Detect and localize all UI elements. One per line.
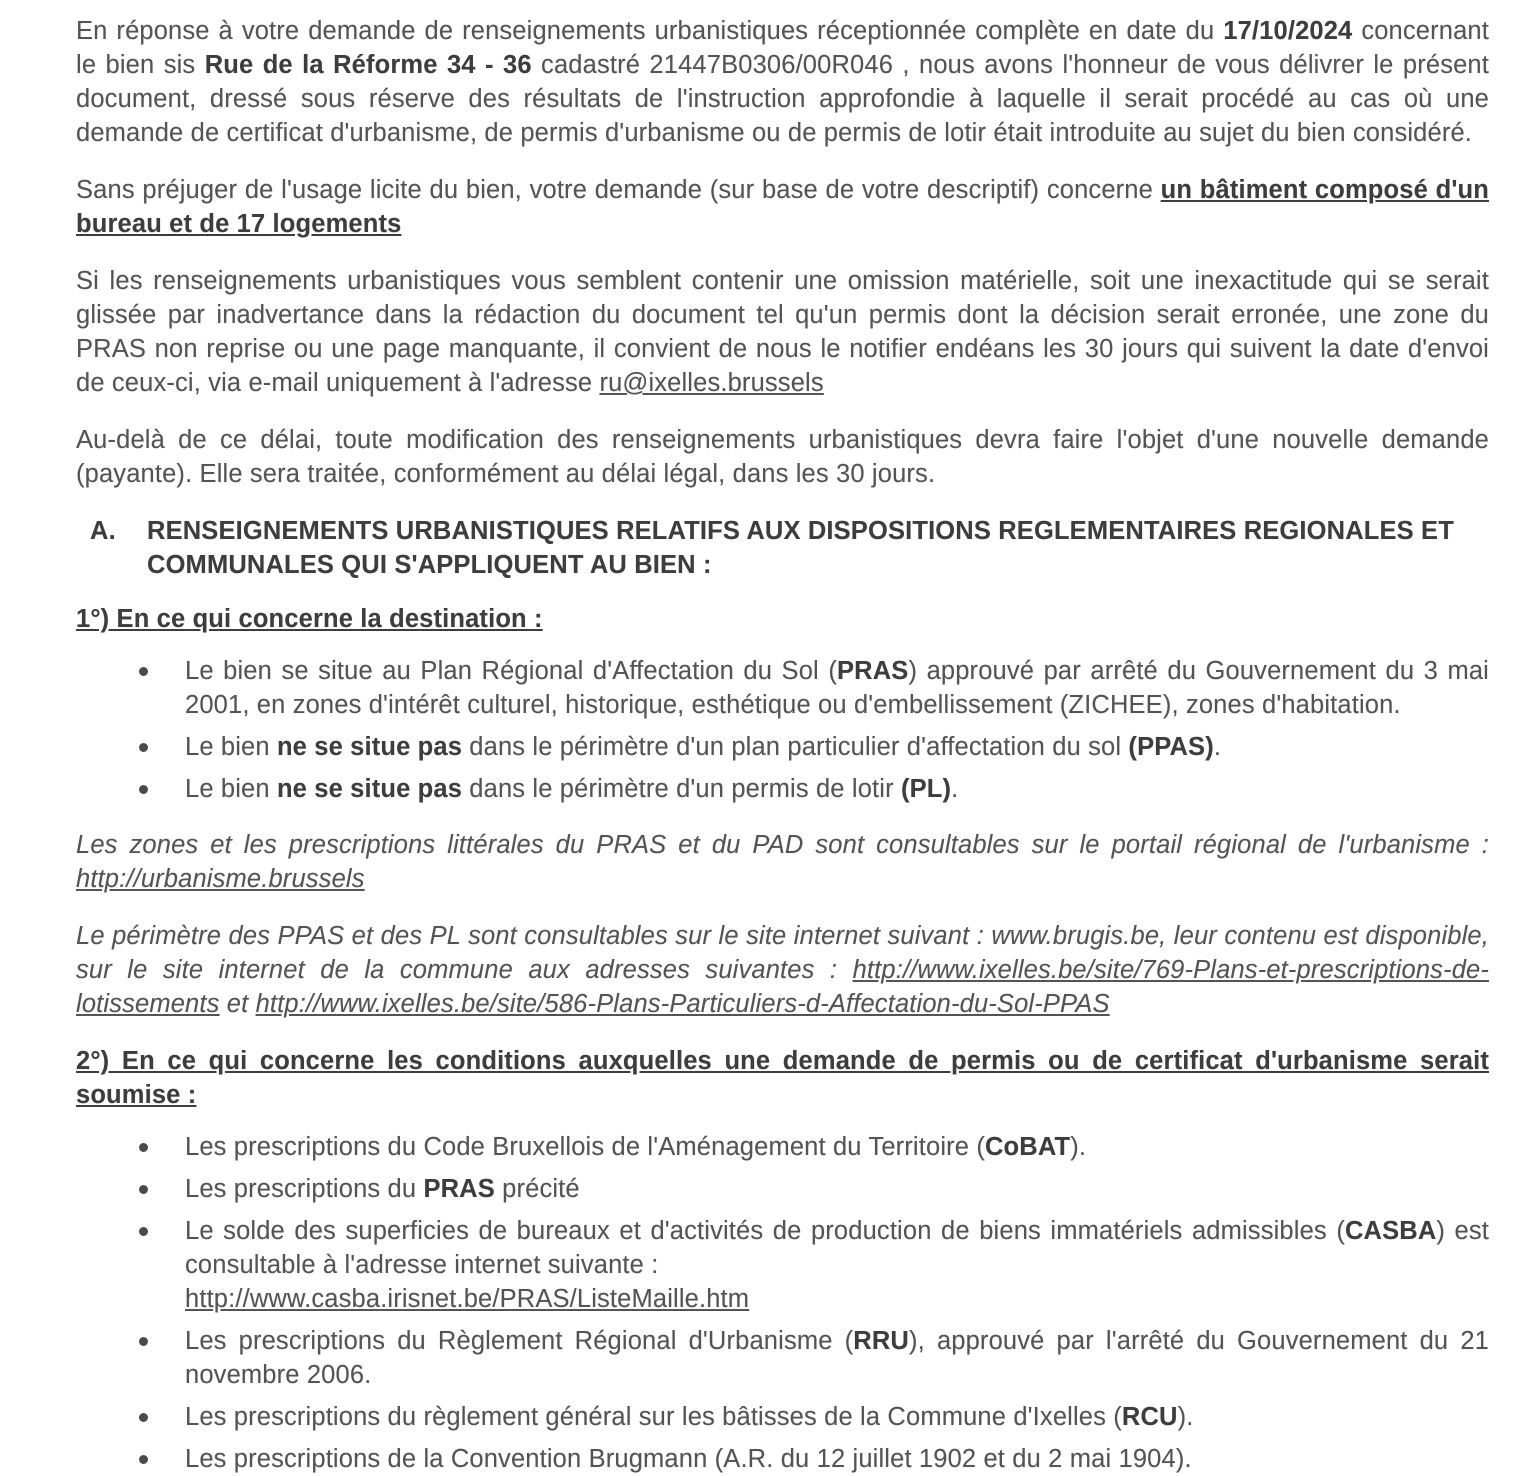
text-run: RENSEIGNEMENTS URBANISTIQUES RELATIFS AUX DISPOSITIONS REGLEMENTAIRES REGIONALES ET COMMUNALES QUI S'APPLIQUENT AU BIEN : [147, 517, 1454, 579]
text-run: PRAS [423, 1175, 495, 1203]
hyperlink[interactable]: http://www.casba.irisnet.be/PRAS/ListeMaille.htm [185, 1285, 750, 1313]
pras-pad-note [76, 828, 1489, 896]
text-run: CoBAT [984, 1133, 1071, 1161]
text-run: Les prescriptions du Règlement Régional d'Urbanisme ( [185, 1327, 854, 1355]
section-a-heading [76, 514, 1489, 582]
text-run: Rue de la Réforme 34 - 36 [204, 51, 532, 79]
subsection-1-heading [76, 602, 1489, 636]
destination-bullet-list [76, 654, 1489, 806]
text-run: Le bien [185, 775, 277, 803]
hyperlink[interactable]: http://www.ixelles.be/site/769-Plans-et-prescriptions-de-lotissements [76, 956, 1489, 1018]
text-run: Le solde des superficies de bureaux et d'activités de production de biens immatériels admissibles ( [185, 1217, 1345, 1245]
text-run: . [1213, 733, 1222, 761]
text-run: (PPAS) [1128, 733, 1214, 761]
text-run: ). [1070, 1133, 1087, 1161]
text-run: un bâtiment composé d'un bureau et de 17 logements [76, 176, 1489, 238]
text-run: Au-delà de ce délai, toute modification des renseignements urbanistiques devra faire l'objet d'une nouvelle demande (payante). Elle sera traitée, conformément au délai légal, dans les 30 jours. [76, 426, 1489, 488]
deadline-paragraph [76, 423, 1489, 491]
list-item [185, 772, 1489, 806]
list-item [185, 1324, 1489, 1392]
text-run: concernant le bien sis [76, 17, 1489, 79]
text-run: Le bien se situe au Plan Régional d'Affectation du Sol ( [185, 657, 837, 685]
text-run: (PL) [900, 775, 952, 803]
text-run: ). [1177, 1403, 1194, 1431]
hyperlink[interactable]: ru@ixelles.brussels [599, 369, 824, 397]
text-run: Les zones et les prescriptions littérales du PRAS et du PAD sont consultables sur le portail régional de l'urbanisme : [76, 831, 1489, 859]
ppas-pl-note [76, 919, 1489, 1021]
text-run: 17/10/2024 [1223, 17, 1353, 45]
text-run: ne se situe pas [276, 775, 463, 803]
text-run: et [219, 990, 256, 1018]
text-run: RRU [853, 1327, 909, 1355]
list-item [185, 1130, 1489, 1164]
text-run: PRAS [836, 657, 909, 685]
text-run: Le bien [185, 733, 277, 761]
text-run: 1°) En ce qui concerne la destination : [76, 605, 543, 633]
list-item [185, 1214, 1489, 1316]
text-run: Les prescriptions du Code Bruxellois de l'Aménagement du Territoire ( [185, 1133, 985, 1161]
text-run: ), approuvé par l'arrêté du Gouvernement du 21 novembre 2006. [185, 1327, 1489, 1389]
text-run: cadastré 21447B0306/00R046 , nous avons l'honneur de vous délivrer le présent document, dressé sous réserve des résultats de l'instruction approfondie à laquelle il serait procédé au cas où une demande de certificat d'urbanisme, de permis d'urbanisme ou de permis de lotir était introduite au sujet du bien considéré. [76, 51, 1489, 147]
text-run: RCU [1121, 1403, 1178, 1431]
section-marker: A. [90, 517, 116, 545]
text-run: . [951, 775, 959, 803]
correction-notice-paragraph [76, 264, 1489, 400]
hyperlink[interactable]: http://urbanisme.brussels [76, 865, 365, 893]
text-run: CASBA [1344, 1217, 1437, 1245]
text-run: En réponse à votre demande de renseignements urbanistiques réceptionnée complète en date du [76, 17, 1224, 45]
hyperlink[interactable]: http://www.ixelles.be/site/586-Plans-Particuliers-d-Affectation-du-Sol-PPAS [255, 990, 1110, 1018]
request-subject-paragraph [76, 173, 1489, 241]
text-run: Les prescriptions de la Convention Brugmann (A.R. du 12 juillet 1902 et du 2 mai 1904). [185, 1445, 1192, 1473]
document-body [76, 14, 1489, 1476]
text-run: dans le périmètre d'un permis de lotir [462, 775, 901, 803]
list-item [185, 654, 1489, 722]
text-run: Le périmètre des PPAS et des PL sont consultables sur le site internet suivant : www.brugis.be, leur contenu est disponible, sur le site internet de la commune aux adresses suivantes : [76, 922, 1489, 984]
text-run: ) approuvé par arrêté du Gouvernement du 3 mai 2001, en zones d'intérêt culturel, historique, esthétique ou d'embellissement (ZICHEE), zones d'habitation. [185, 657, 1489, 719]
text-run: ) est consultable à l'adresse internet suivante : [185, 1217, 1490, 1279]
list-item [185, 730, 1489, 764]
text-run: 2°) En ce qui concerne les conditions auxquelles une demande de permis ou de certificat d'urbanisme serait soumise : [76, 1047, 1489, 1109]
text-run: Si les renseignements urbanistiques vous semblent contenir une omission matérielle, soit une inexactitude qui se serait glissée par inadvertance dans la rédaction du document tel qu'un permis dont la décision serait erronée, une zone du PRAS non reprise ou une page manquante, il convient de nous le notifier endéans les 30 jours qui suivent la date d'envoi de ceux-ci, via e-mail uniquement à l'adresse [76, 267, 1489, 397]
text-run: dans le périmètre d'un plan particulier d'affectation du sol [462, 733, 1129, 761]
list-item [185, 1400, 1489, 1434]
text-run: Les prescriptions du règlement général sur les bâtisses de la Commune d'Ixelles ( [185, 1403, 1122, 1431]
list-item [185, 1172, 1489, 1206]
text-run: Les prescriptions du [185, 1175, 424, 1203]
text-run: ne se situe pas [276, 733, 463, 761]
text-run: Sans préjuger de l'usage licite du bien, votre demande (sur base de votre descriptif) concerne [76, 176, 1161, 204]
conditions-bullet-list [76, 1130, 1489, 1476]
subsection-2-heading [76, 1044, 1489, 1112]
section-heading-text [147, 514, 1489, 582]
intro-paragraph [76, 14, 1489, 150]
text-run: précité [494, 1175, 580, 1203]
list-item [185, 1442, 1489, 1476]
